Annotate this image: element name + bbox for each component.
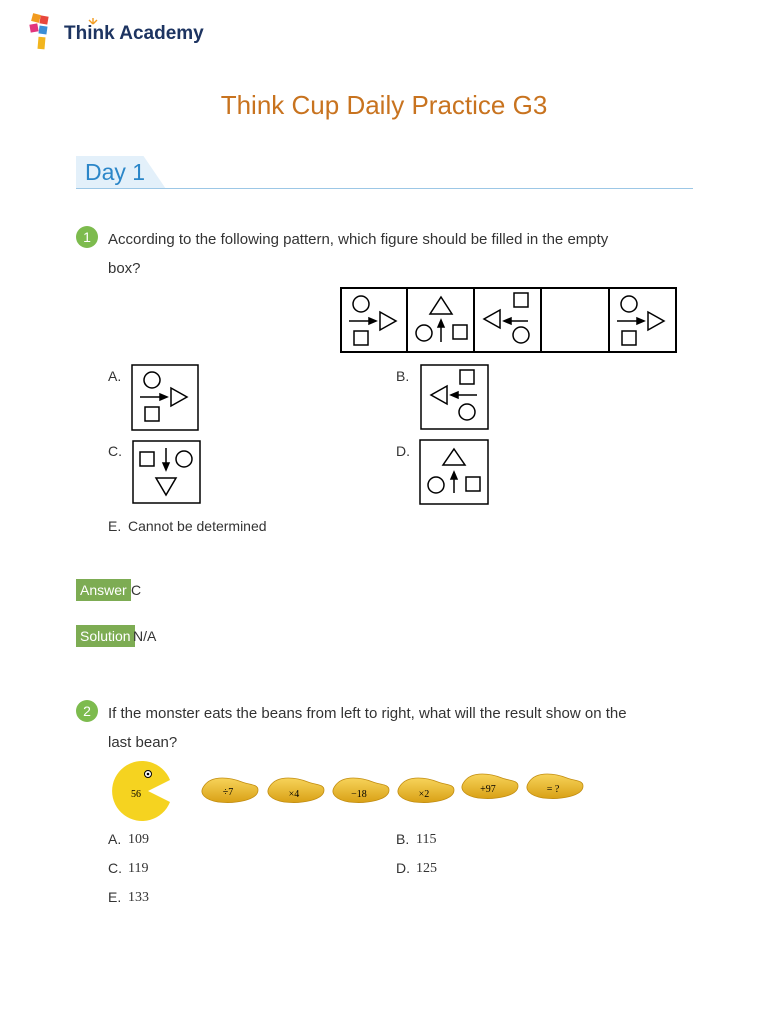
question-number-badge: 2 <box>76 700 98 722</box>
bean-label: ÷7 <box>222 787 234 798</box>
option-e-label: E. <box>108 518 122 534</box>
bean-label: = ? <box>546 784 560 795</box>
answer-value: C <box>131 582 142 598</box>
monster-beans-figure <box>108 760 588 822</box>
option-c-label: C. <box>108 860 122 876</box>
option-b-value[interactable]: 115 <box>416 832 437 847</box>
option-e-label: E. <box>108 889 122 905</box>
option-a-label: A. <box>108 368 122 384</box>
bean-label: −18 <box>351 789 367 800</box>
pattern-sequence-figure <box>340 287 678 354</box>
page-title: Think Cup Daily Practice G3 <box>220 90 548 120</box>
question-text-line: last bean? <box>108 734 178 751</box>
option-c-value[interactable]: 119 <box>128 861 149 876</box>
option-b-figure[interactable] <box>420 364 489 430</box>
bean-icon <box>333 778 389 803</box>
bean-icon <box>398 778 454 803</box>
monster-value: 56 <box>131 789 141 800</box>
bean-icon <box>462 774 518 799</box>
bean-label: ×2 <box>418 789 430 800</box>
bean-icon <box>202 778 258 803</box>
option-e-value[interactable]: 133 <box>128 890 149 905</box>
option-b-label: B. <box>396 831 410 847</box>
solution-tag: Solution <box>76 625 135 647</box>
monster-icon <box>112 761 170 821</box>
question-text-line: If the monster eats the beans from left to right, what will the result show on the <box>108 705 627 722</box>
question-number-badge: 1 <box>76 226 98 248</box>
bean-label: +97 <box>480 784 496 795</box>
option-d-value[interactable]: 125 <box>416 861 437 876</box>
logo-text: Think Academy <box>64 23 204 44</box>
option-a-value[interactable]: 109 <box>128 832 149 847</box>
bean-label: ×4 <box>288 789 300 800</box>
day-label: Day 1 <box>85 159 146 185</box>
think-academy-logo-icon <box>28 12 60 52</box>
day-divider <box>76 188 693 189</box>
option-b-label: B. <box>396 368 410 384</box>
option-e-text[interactable]: Cannot be determined <box>128 518 267 534</box>
bean-icon <box>268 778 324 803</box>
question-text-line: box? <box>108 260 141 277</box>
option-c-label: C. <box>108 443 122 459</box>
option-d-label: D. <box>396 860 410 876</box>
option-d-figure[interactable] <box>419 439 489 505</box>
option-c-figure[interactable] <box>132 440 201 504</box>
bean-icon <box>527 774 583 799</box>
option-d-label: D. <box>396 443 410 459</box>
option-a-figure[interactable] <box>131 364 199 431</box>
logo-sparkle-icon <box>88 17 98 25</box>
solution-value: N/A <box>133 628 157 644</box>
question-text-line: According to the following pattern, which figure should be filled in the empty <box>108 231 609 248</box>
option-a-label: A. <box>108 831 122 847</box>
answer-tag: Answer <box>76 579 131 601</box>
